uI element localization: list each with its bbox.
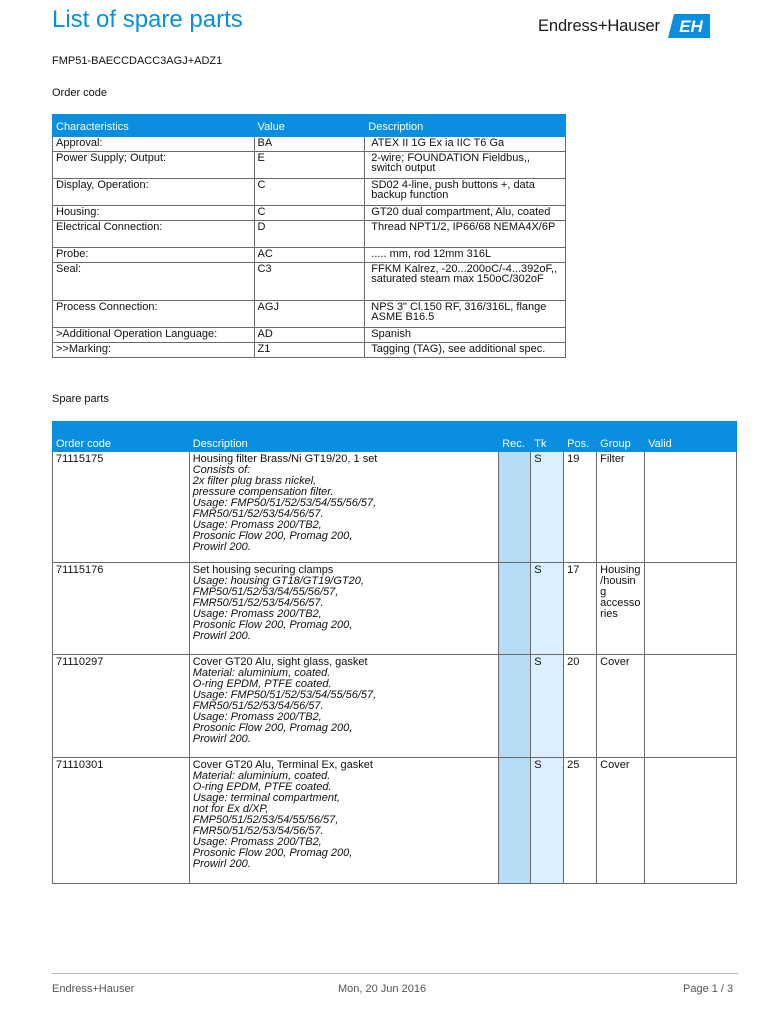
part-detail-line: 2x filter plug brass nickel, bbox=[192, 475, 317, 487]
part-detail-line: pressure compensation filter. bbox=[192, 486, 334, 498]
footer-date: Mon, 20 Jun 2016 bbox=[338, 983, 427, 995]
group-cell: Filter bbox=[597, 452, 645, 563]
table-row bbox=[53, 248, 566, 263]
rec-cell bbox=[499, 655, 531, 758]
column-header-group: Group bbox=[597, 422, 645, 452]
svg-text:EH: EH bbox=[679, 17, 703, 36]
part-detail-line: Usage: FMP50/51/52/53/54/55/56/57, bbox=[192, 497, 377, 509]
characteristic-cell: >>Marking: bbox=[53, 343, 255, 358]
part-detail-line: FMR50/51/52/53/54/56/57. bbox=[192, 825, 324, 837]
description-cell bbox=[189, 655, 499, 758]
part-detail-line: FMR50/51/52/53/54/56/57. bbox=[192, 508, 324, 520]
valid-cell bbox=[645, 452, 737, 563]
rec-cell bbox=[499, 758, 531, 884]
column-header-characteristics: Characteristics bbox=[53, 115, 255, 137]
order-code-cell: 71115176 bbox=[53, 563, 190, 655]
tk-cell: S bbox=[531, 758, 564, 884]
spare-parts-label: Spare parts bbox=[52, 393, 109, 405]
part-detail-line: FMR50/51/52/53/54/56/57. bbox=[192, 597, 324, 609]
column-header-tk: Tk bbox=[531, 422, 564, 452]
description-cell: Thread NPT1/2, IP66/68 NEMA4X/6P bbox=[365, 221, 566, 248]
part-detail-line: O-ring EPDM, PTFE coated. bbox=[192, 678, 332, 690]
characteristic-cell: Electrical Connection: bbox=[53, 221, 255, 248]
part-detail-line: O-ring EPDM, PTFE coated. bbox=[192, 781, 332, 793]
table-row bbox=[53, 152, 566, 179]
value-cell: C3 bbox=[254, 263, 365, 301]
characteristic-cell: Approval: bbox=[53, 137, 255, 152]
value-cell: BA bbox=[254, 137, 365, 152]
tk-cell: S bbox=[531, 563, 564, 655]
part-detail-line: Usage: Promass 200/TB2, bbox=[192, 836, 322, 848]
position-cell: 25 bbox=[564, 758, 597, 884]
spare-parts-table bbox=[52, 421, 737, 884]
column-header-pos: Pos. bbox=[564, 422, 597, 452]
characteristic-cell: Seal: bbox=[53, 263, 255, 301]
part-detail-line: not for Ex d/XP, bbox=[192, 803, 269, 815]
characteristic-cell: >Additional Operation Language: bbox=[53, 328, 255, 343]
part-detail-line: Prosonic Flow 200, Promag 200, bbox=[192, 619, 353, 631]
value-cell: C bbox=[254, 179, 365, 206]
description-cell: 2-wire; FOUNDATION Fieldbus,, switch output bbox=[365, 152, 566, 179]
brand bbox=[538, 14, 710, 38]
footer-page-number: Page 1 / 3 bbox=[683, 983, 734, 995]
order-table-header bbox=[53, 115, 566, 137]
table-row bbox=[53, 263, 566, 301]
table-row bbox=[53, 452, 737, 563]
part-detail-line: Usage: FMP50/51/52/53/54/55/56/57, bbox=[192, 689, 377, 701]
footer-divider bbox=[52, 973, 738, 974]
part-detail-line: Prowirl 200. bbox=[192, 733, 251, 745]
part-detail-line: Prosonic Flow 200, Promag 200, bbox=[192, 847, 353, 859]
description-cell: ..... mm, rod 12mm 316L bbox=[365, 248, 566, 263]
table-row bbox=[53, 758, 737, 884]
order-code-cell: 71110297 bbox=[53, 655, 190, 758]
part-title: Set housing securing clamps bbox=[192, 564, 334, 576]
description-cell bbox=[189, 452, 499, 563]
table-row bbox=[53, 221, 566, 248]
order-code-label: Order code bbox=[52, 87, 108, 99]
page-title: List of spare parts bbox=[52, 6, 243, 33]
table-row bbox=[53, 179, 566, 206]
description-cell: ATEX II 1G Ex ia IIC T6 Ga bbox=[365, 137, 566, 152]
part-detail-line: Material: aluminium, coated. bbox=[192, 667, 331, 679]
value-cell: AD bbox=[254, 328, 365, 343]
description-cell: FFKM Kalrez, -20...200oC/-4...392oF,, saturated steam max 150oC/302oF bbox=[365, 263, 566, 301]
rec-cell bbox=[499, 452, 531, 563]
part-detail-line: Prosonic Flow 200, Promag 200, bbox=[192, 530, 353, 542]
part-detail-line: Usage: housing GT18/GT19/GT20, bbox=[192, 575, 364, 587]
table-row bbox=[53, 563, 737, 655]
part-detail-line: Usage: Promass 200/TB2, bbox=[192, 608, 322, 620]
description-cell bbox=[189, 758, 499, 884]
table-row bbox=[53, 328, 566, 343]
part-title: Cover GT20 Alu, sight glass, gasket bbox=[192, 656, 368, 668]
column-header-valid: Valid bbox=[645, 422, 737, 452]
part-detail-line: FMR50/51/52/53/54/56/57. bbox=[192, 700, 324, 712]
valid-cell bbox=[645, 655, 737, 758]
characteristic-cell: Probe: bbox=[53, 248, 255, 263]
characteristic-cell: Power Supply; Output: bbox=[53, 152, 255, 179]
column-header-description: Description bbox=[365, 115, 566, 137]
value-cell: Z1 bbox=[254, 343, 365, 358]
part-detail-line: FMP50/51/52/53/54/55/56/57, bbox=[192, 814, 339, 826]
characteristic-cell: Housing: bbox=[53, 206, 255, 221]
value-cell: C bbox=[254, 206, 365, 221]
column-header-description: Description bbox=[189, 422, 499, 452]
value-cell: AC bbox=[254, 248, 365, 263]
part-detail-line: Prosonic Flow 200, Promag 200, bbox=[192, 722, 353, 734]
value-cell: AGJ bbox=[254, 301, 365, 328]
tk-cell: S bbox=[531, 452, 564, 563]
order-code-cell: 71110301 bbox=[53, 758, 190, 884]
table-row bbox=[53, 655, 737, 758]
characteristic-cell: Process Connection: bbox=[53, 301, 255, 328]
tk-cell: S bbox=[531, 655, 564, 758]
description-cell: NPS 3" Cl.150 RF, 316/316L, flange ASME B16.5 bbox=[365, 301, 566, 328]
part-detail-line: FMP50/51/52/53/54/55/56/57, bbox=[192, 586, 339, 598]
table-row bbox=[53, 137, 566, 152]
valid-cell bbox=[645, 758, 737, 884]
part-detail-line: Consists of: bbox=[192, 464, 251, 476]
footer-company: Endress+Hauser bbox=[52, 983, 135, 995]
part-detail-line: Usage: Promass 200/TB2, bbox=[192, 519, 322, 531]
column-header-order-code: Order code bbox=[53, 422, 190, 452]
description-cell: GT20 dual compartment, Alu, coated bbox=[365, 206, 566, 221]
part-title: Cover GT20 Alu, Terminal Ex, gasket bbox=[192, 759, 373, 771]
column-header-value: Value bbox=[254, 115, 365, 137]
position-cell: 17 bbox=[564, 563, 597, 655]
group-cell: Housing /housin g accesso ries bbox=[597, 563, 645, 655]
valid-cell bbox=[645, 563, 737, 655]
group-cell: Cover bbox=[597, 655, 645, 758]
description-cell: Tagging (TAG), see additional spec. bbox=[365, 343, 566, 358]
part-detail-line: Usage: terminal compartment, bbox=[192, 792, 341, 804]
description-cell: Spanish bbox=[365, 328, 566, 343]
part-detail-line: Material: aluminium, coated. bbox=[192, 770, 331, 782]
part-detail-line: Usage: Promass 200/TB2, bbox=[192, 711, 322, 723]
endress-hauser-logo-icon bbox=[668, 14, 710, 38]
order-code-cell: 71115175 bbox=[53, 452, 190, 563]
part-detail-line: Prowirl 200. bbox=[192, 858, 251, 870]
part-title: Housing filter Brass/Ni GT19/20, 1 set bbox=[192, 453, 378, 465]
description-cell bbox=[189, 563, 499, 655]
product-order-code: FMP51-BAECCDACC3AGJ+ADZ1 bbox=[52, 55, 223, 67]
rec-cell bbox=[499, 563, 531, 655]
position-cell: 20 bbox=[564, 655, 597, 758]
spare-table-header bbox=[53, 422, 737, 452]
value-cell: E bbox=[254, 152, 365, 179]
description-cell: SD02 4-line, push buttons +, data backup function bbox=[365, 179, 566, 206]
group-cell: Cover bbox=[597, 758, 645, 884]
part-detail-line: Prowirl 200. bbox=[192, 541, 251, 553]
table-row bbox=[53, 343, 566, 358]
table-row bbox=[53, 206, 566, 221]
position-cell: 19 bbox=[564, 452, 597, 563]
column-header-rec: Rec. bbox=[499, 422, 531, 452]
brand-name: Endress+Hauser bbox=[538, 16, 660, 35]
table-row bbox=[53, 301, 566, 328]
order-code-table bbox=[52, 114, 566, 358]
characteristic-cell: Display, Operation: bbox=[53, 179, 255, 206]
value-cell: D bbox=[254, 221, 365, 248]
part-detail-line: Prowirl 200. bbox=[192, 630, 251, 642]
